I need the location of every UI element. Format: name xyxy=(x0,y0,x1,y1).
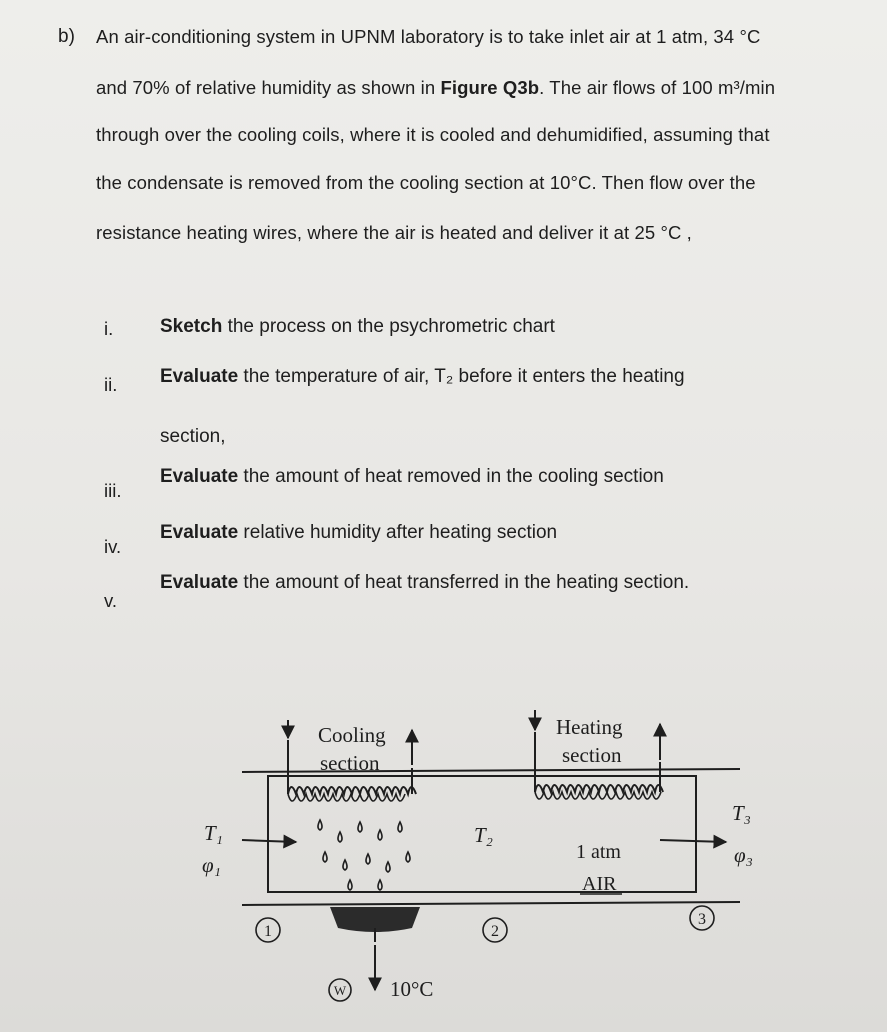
air-label: AIR xyxy=(582,873,617,895)
question-line-3: through over the cooling coils, where it is cooled and dehumidified, assuming that xyxy=(96,124,770,145)
state-2-label: 2 xyxy=(491,923,499,940)
inlet-arrow xyxy=(242,840,296,842)
item-text-1: Sketch the process on the psychrometric chart xyxy=(160,316,555,337)
condensate-droplets xyxy=(318,820,410,890)
cooling-coil xyxy=(288,787,416,794)
item-text-2: Evaluate the temperature of air, T₂ before it enters the heating xyxy=(160,366,685,387)
question-line-1: An air-conditioning system in UPNM laboratory is to take inlet air at 1 atm, 34 °C xyxy=(96,26,761,47)
question-line-4: the condensate is removed from the cooling section at 10°C. Then flow over the xyxy=(96,172,756,193)
outlet-arrow xyxy=(660,840,726,842)
figure-reference: Figure Q3b xyxy=(440,77,540,98)
pressure-label: 1 atm xyxy=(576,841,621,863)
outlet-temperature: T₃ xyxy=(732,801,751,825)
item-number-3: iii. xyxy=(104,480,122,501)
item-text-3: Evaluate the amount of heat removed in the cooling section xyxy=(160,466,664,487)
water-label: W xyxy=(333,983,347,998)
duct-bottom-line xyxy=(242,902,740,905)
heating-coil xyxy=(535,785,663,792)
outlet-humidity: φ₃ xyxy=(734,843,753,867)
item-number-1: i. xyxy=(104,318,114,339)
water-temperature: 10°C xyxy=(390,977,434,1001)
item-text-4: Evaluate relative humidity after heating section xyxy=(160,522,558,543)
heating-label-2: section xyxy=(562,743,622,767)
item-number-5: v. xyxy=(104,590,118,611)
inlet-humidity: φ₁ xyxy=(202,853,221,877)
item-text-5: Evaluate the amount of heat transferred in the heating section. xyxy=(160,572,690,593)
state-1-label: 1 xyxy=(264,923,272,940)
inlet-temperature: T₁ xyxy=(204,821,223,845)
item-text-2-cont: section, xyxy=(160,426,226,447)
heating-label-1: Heating xyxy=(556,715,623,739)
cooling-label-2: section xyxy=(320,751,380,775)
air-conditioning-diagram xyxy=(190,690,770,1020)
item-number-2: ii. xyxy=(104,374,118,395)
duct-top-line xyxy=(242,769,740,772)
item-number-4: iv. xyxy=(104,536,122,557)
question-line-5: resistance heating wires, where the air is heated and deliver it at 25 °C , xyxy=(96,222,692,243)
question-line-2: and 70% of relative humidity as shown in Figure Q3b. The air flows of 100 m³/min xyxy=(96,77,776,98)
mid-temperature: T₂ xyxy=(474,823,493,847)
question-label: b) xyxy=(58,26,75,47)
state-3-label: 3 xyxy=(698,911,706,928)
cooling-label-1: Cooling xyxy=(318,723,386,747)
